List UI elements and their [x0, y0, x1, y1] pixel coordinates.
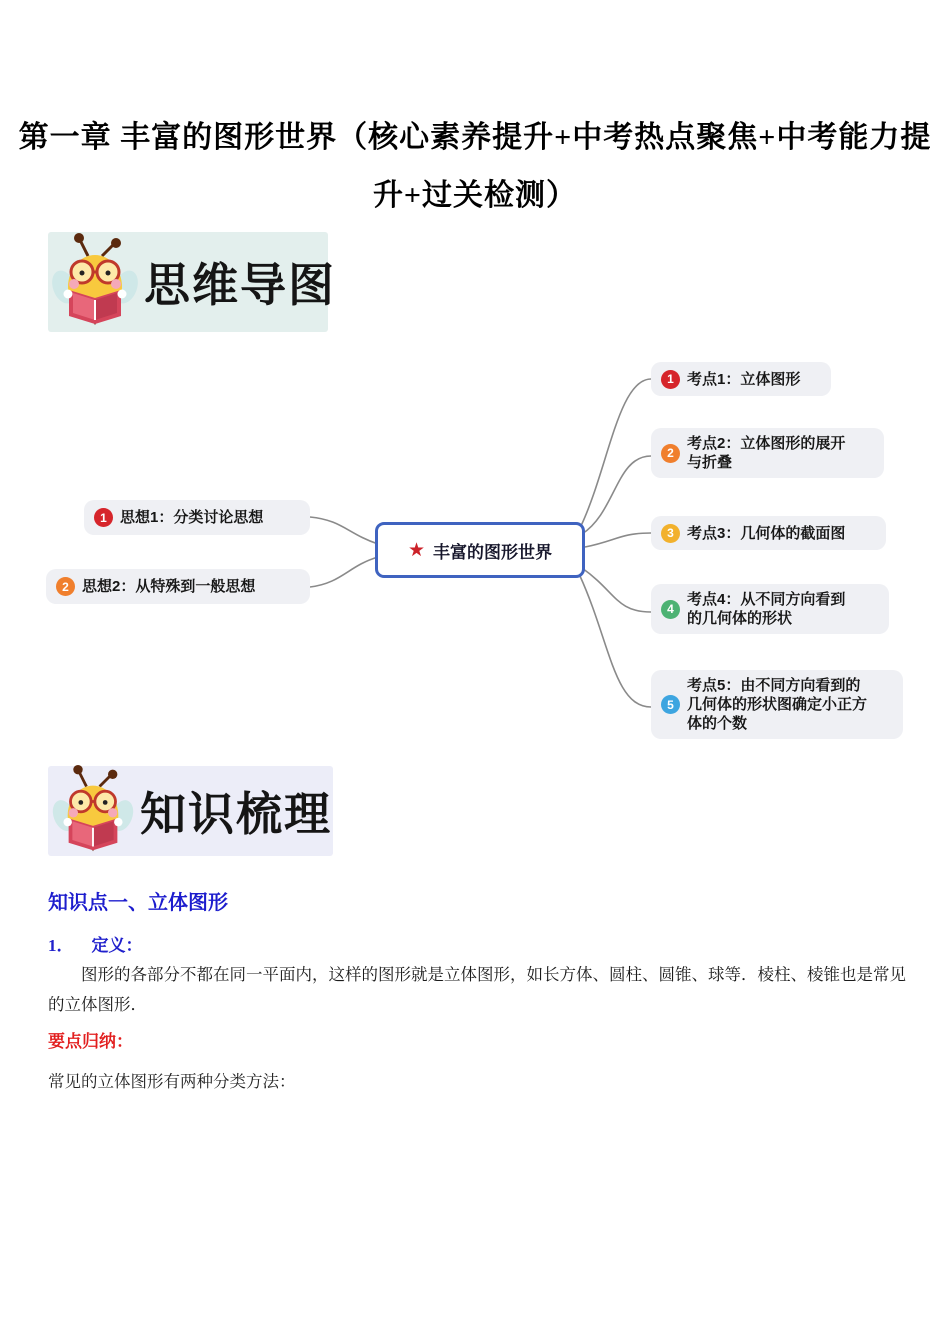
keypoints-heading: 要点归纳：	[48, 1032, 133, 1051]
mindmap-node-topic-5	[651, 670, 903, 739]
node-label: 考点4：从不同方向看到的几何体的形状	[687, 591, 846, 627]
mindmap-node-thought-2	[46, 569, 310, 604]
mindmap-node-thought-1	[84, 500, 310, 535]
star-icon: ★	[407, 539, 426, 561]
node-label: 考点1：立体图形	[687, 370, 801, 388]
mindmap-node-topic-4	[651, 584, 889, 634]
knowledge-banner-label: 知识梳理	[140, 788, 332, 840]
knowledge-section-banner	[48, 766, 333, 856]
mindmap-diagram	[0, 350, 950, 765]
page-title-line2: 升+过关检测）	[372, 179, 578, 212]
badge-1-icon: 1	[94, 508, 113, 527]
bee-mascot-icon	[52, 764, 134, 859]
mindmap-node-topic-3	[651, 516, 886, 550]
definition-item-label: 定义：	[91, 936, 143, 955]
definition-item-number: 1．	[48, 936, 74, 955]
central-node-label: 丰富的图形世界	[433, 542, 553, 562]
node-label: 考点2：立体图形的展开与折叠	[687, 435, 846, 471]
definition-paragraph: 图形的各部分不都在同一平面内，这样的图形就是立体图形，如长方体、圆柱、圆锥、球等．棱柱、棱锥也是常见的立体图形．	[48, 965, 906, 1014]
badge-5-icon: 5	[661, 695, 680, 714]
mindmap-banner-label: 思维导图	[144, 259, 336, 311]
mindmap-central-node	[375, 522, 585, 578]
definition-item-heading	[48, 931, 143, 956]
node-label: 思想1：分类讨论思想	[120, 509, 264, 526]
badge-1-icon: 1	[661, 370, 680, 389]
badge-3-icon: 3	[661, 524, 680, 543]
classification-intro-text: 常见的立体图形有两种分类方法：	[48, 1072, 296, 1091]
node-label: 考点5：由不同方向看到的几何体的形状图确定小正方体的个数	[687, 677, 868, 732]
node-label: 思想2：从特殊到一般思想	[82, 578, 256, 595]
bee-mascot-icon	[52, 232, 138, 333]
mindmap-node-topic-2	[651, 428, 884, 478]
badge-2-icon: 2	[56, 577, 75, 596]
badge-2-icon: 2	[661, 444, 680, 463]
badge-4-icon: 4	[661, 600, 680, 619]
mindmap-section-banner	[48, 232, 336, 332]
knowledge-point-heading: 知识点一、立体图形	[48, 892, 228, 914]
node-label: 考点3：几何体的截面图	[687, 524, 846, 542]
mindmap-node-topic-1	[651, 362, 831, 396]
page-title-line1: 第一章 丰富的图形世界（核心素养提升+中考热点聚焦+中考能力提	[18, 121, 932, 154]
